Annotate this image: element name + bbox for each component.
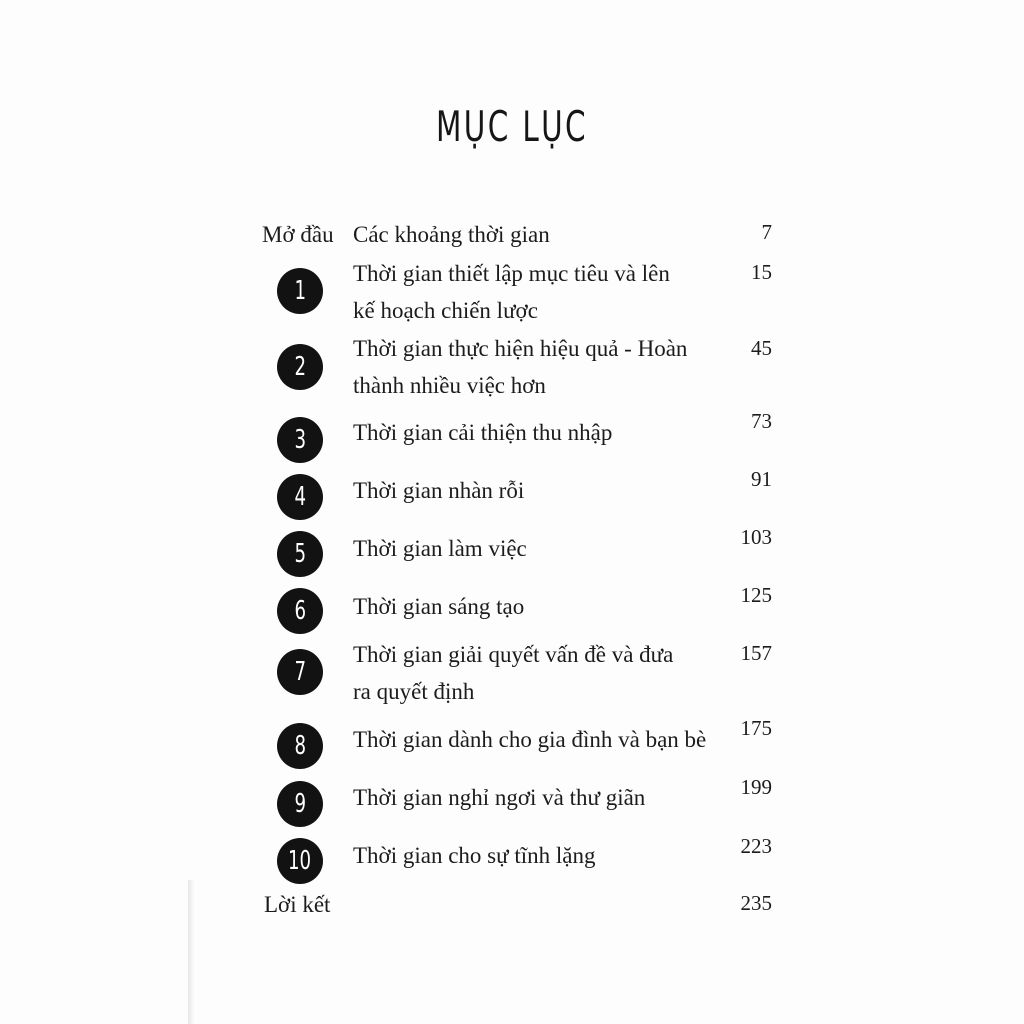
chapter-page: 15 [751,260,772,284]
closing-page: 235 [740,891,772,915]
chapter-number-badge: 10 [277,838,323,884]
chapter-number-badge: 9 [277,781,323,827]
chapter-title: Thời gian cải thiện thu nhập [353,420,613,445]
chapter-number-badge: 3 [277,417,323,463]
page-title: MỤC LỤC [436,102,588,151]
chapter-title: Thời gian làm việc [353,536,527,561]
intro-label: Mở đầu [262,222,334,247]
chapter-number-badge: 6 [277,588,323,634]
intro-title: Các khoảng thời gian [353,222,550,247]
chapter-page: 45 [751,336,772,360]
chapter-title: Thời gian thực hiện hiệu quả - Hoàn thành nhiều việc hơn [353,336,688,398]
chapter-page: 223 [740,834,772,858]
chapter-title: Thời gian thiết lập mục tiêu và lên kế hoạch chiến lược [353,261,670,323]
chapter-title: Thời gian nhàn rỗi [353,478,525,503]
chapter-number-badge: 8 [277,723,323,769]
chapter-number-badge: 1 [277,268,323,314]
closing-label: Lời kết [264,892,331,917]
chapter-title: Thời gian sáng tạo [353,594,525,619]
chapter-page: 175 [740,716,772,740]
chapter-page: 157 [740,641,772,665]
chapter-title: Thời gian giải quyết vấn đề và đưa ra quyết định [353,642,674,704]
chapter-title: Thời gian cho sự tĩnh lặng [353,843,596,868]
chapter-page: 125 [740,583,772,607]
chapter-title: Thời gian dành cho gia đình và bạn bè [353,727,707,752]
chapter-page: 73 [751,409,772,433]
chapter-page: 91 [751,467,772,491]
chapter-number-badge: 4 [277,474,323,520]
page-edge-shadow [188,880,194,1024]
chapter-page: 199 [740,775,772,799]
chapter-number-badge: 2 [277,344,323,390]
chapter-number-badge: 5 [277,531,323,577]
chapter-page: 103 [740,525,772,549]
chapter-title: Thời gian nghỉ ngơi và thư giãn [353,785,646,810]
intro-page: 7 [761,220,772,244]
chapter-number-badge: 7 [277,649,323,695]
